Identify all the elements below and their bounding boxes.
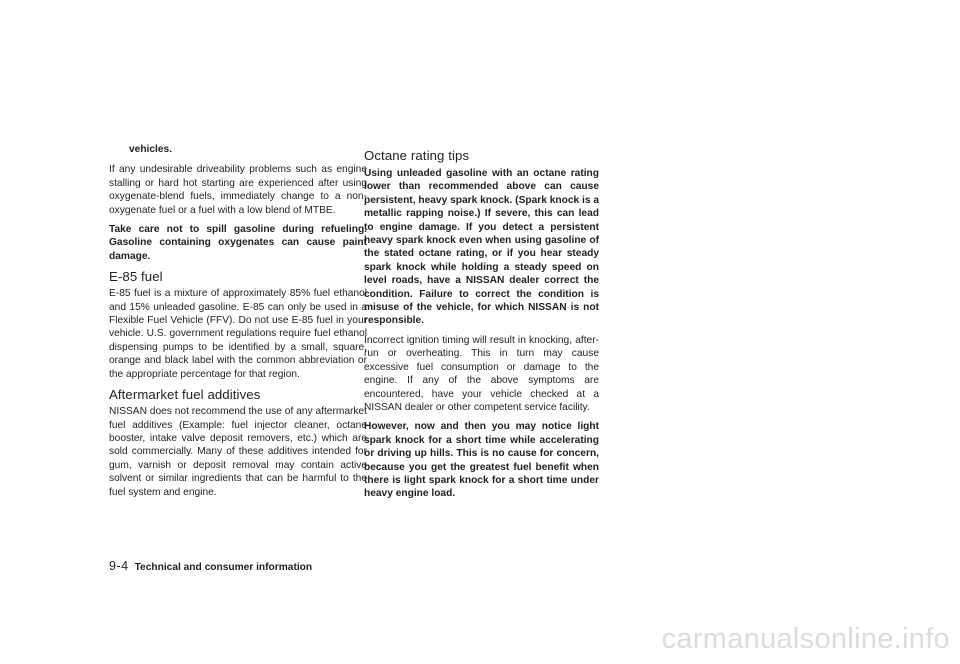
watermark: carmanualsonline.info	[661, 623, 950, 655]
e85-fuel-paragraph: E-85 fuel is a mixture of approximately 85% fuel ethanol and 15% unleaded gasoline. E-85 can only be used in a Flexible Fuel Vehicle (FFV). Do not use E-85 fuel in your vehicle. U.S. government regulations require fuel ethanol dispensing pumps to be identified by a small, square, orange and black label with the common abbreviation or the appropriate percentage for that region.	[109, 288, 367, 380]
light-spark-knock-note: However, now and then you may notice light spark knock for a short time while accelerating or driving up hills. This is no cause for concern, because you get the greatest fuel benefit when there is light spark knock for a short time under heavy engine load.	[364, 421, 599, 500]
aftermarket-additives-paragraph: NISSAN does not recommend the use of any aftermarket fuel additives (Example: fuel injector cleaner, octane booster, intake valve deposit removers, etc.) which are sold commercially. Many of these additives intended for gum, varnish or deposit removal may contain active solvent or similar ingredients that can be harmful to the fuel system and engine.	[109, 406, 367, 498]
ignition-timing-paragraph: Incorrect ignition timing will result in knocking, after-run or overheating. This in turn may cause excessive fuel consumption or damage to the engine. If any of the above symptoms are encountered, have your vehicle checked at a NISSAN dealer or other competent service facility.	[364, 334, 599, 413]
section-title: Technical and consumer information	[134, 562, 313, 573]
page-number: 9-4	[109, 559, 129, 573]
aftermarket-additives-heading: Aftermarket fuel additives	[109, 387, 261, 403]
left-column	[109, 143, 367, 505]
page-footer	[109, 559, 312, 573]
continued-text: vehicles.	[129, 144, 173, 155]
driveability-paragraph: If any undesirable driveability problems such as engine stalling or hard hot starting are experienced after using oxygenate-blend fuels, immediately change to a non-oxygenate fuel or a fuel with a low blend of MTBE.	[109, 164, 367, 216]
spark-knock-warning: Using unleaded gasoline with an octane rating lower than recommended above can cause persistent, heavy spark knock. (Spark knock is a metallic rapping noise.) If severe, this can lead to engine damage. If you detect a persistent heavy spark knock even when using gasoline of the stated octane rating, or if you hear steady spark knock while holding a steady speed on level roads, have a NISSAN dealer correct the condition. Failure to correct the condition is misuse of the vehicle, for which NISSAN is not responsible.	[364, 168, 599, 327]
right-column	[364, 148, 599, 507]
paint-damage-warning: Take care not to spill gasoline during refueling. Gasoline containing oxygenates can cause paint damage.	[109, 224, 367, 262]
octane-rating-heading: Octane rating tips	[364, 148, 470, 163]
e85-fuel-heading: E-85 fuel	[109, 269, 163, 285]
